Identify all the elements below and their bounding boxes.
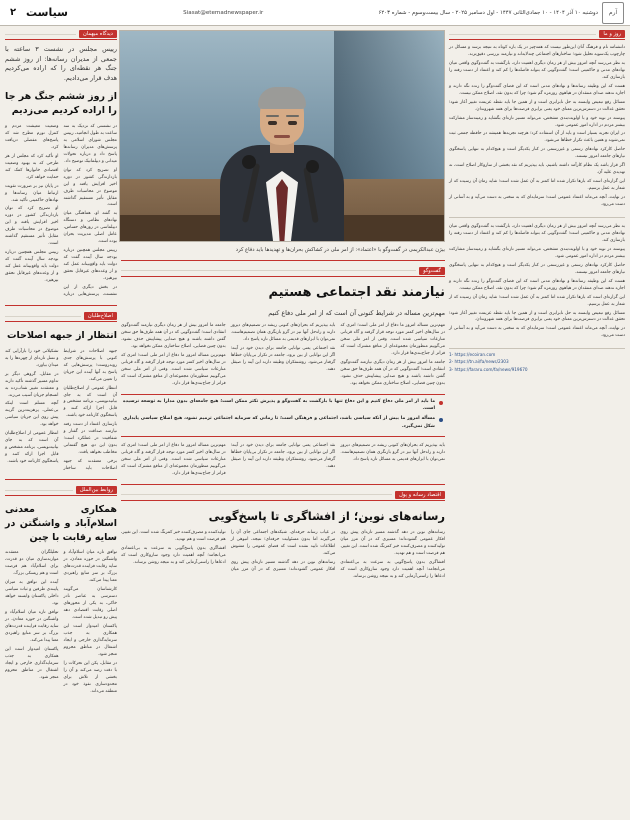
kicker-international <box>5 486 117 496</box>
paragraph: افشاگری بدون پاسخ‌گویی به سرعت به بی‌اعتمادی می‌انجامد؛ آنچه اهمیت دارد وجود سازوکاری است که ادعاها را راستی‌آزمایی کند و به نتیجه روشن برساند. <box>121 546 226 566</box>
news-lead: رییس مجلس در نشست ۳ ساعته با جمعی از مدیران رسانه‌ها: از روز ششم جنگ هر نقطه‌ای را که اراده می‌کردیم هدف قرار می‌دادیم. <box>5 45 118 82</box>
paragraph: اگر قرار باشد یک نظام کارآمد داشته باشیم، باید بپذیریم که نقد بخشی از سازوکار اصلاح است، نه تهدیدی علیه آن. <box>449 163 625 176</box>
paragraph: تحلیلگران معتقدند موازنه‌سازی میان دو قدرت، برای اسلام‌آباد هم فرصت است و هم ریسکی بزرگ. <box>5 550 59 577</box>
section-title: سیاست <box>26 6 68 19</box>
kicker-media <box>121 491 445 501</box>
paragraph: او تصریح کرد که توان بازدارندگی کشور در دوره اخیر افزایش یافته و این موضوع در محاسبات طرف مقابل تأثیر مستقیم گذاشته است. <box>5 206 59 247</box>
photo-subject <box>220 89 344 241</box>
paragraph: رسانه‌های نوین در دهه گذشته مسیر تازه‌ای پیش روی افکار عمومی گشوده‌اند؛ مسیری که در آن مرز میان تولیدکننده و مصرف‌کننده خبر کمرنگ شده است. این تغییر، هم فرصت است و هم تهدید. <box>121 530 336 573</box>
divider-red <box>121 484 445 485</box>
paragraph: پیوسته در نوبه خود و با اولویت‌بندی مشخص، می‌تواند مسیر تازه‌ای بگشاید و زمینه‌ساز مشارکت بیشتر مردم در اداره امور عمومی شود. <box>449 115 625 128</box>
kicker-rule <box>5 490 73 491</box>
paragraph: در نهایت، آنچه می‌ماند اعتماد عمومی است؛ سرمایه‌ای که به سختی به دست می‌آید و به آسانی از دست می‌رود. <box>449 326 625 339</box>
paragraph: حاصل کارکرد نهادهای رسمی و غیررسمی در کنار یکدیگر است و هیچ‌کدام به تنهایی پاسخگوی نیازهای جامعه امروز نیستند. <box>449 147 625 160</box>
kicker-rule <box>5 34 76 35</box>
section-email: Siasat@etemadnewspaper.ir <box>183 9 264 16</box>
kicker-rule <box>121 270 416 271</box>
paragraph: پاکستان امیدوار است این همکاری به جذب سرمایه‌گذاری خارجی و ایجاد اشتغال در مناطق محروم منجر شود. <box>63 624 117 657</box>
paragraph: بازسازی اعتماد از دست رفته نیازمند صداقت در گفتار و شفافیت در عملکرد است؛ بدون این دو، هیچ گفتمانی مخاطب نخواهد یافت. <box>63 422 117 456</box>
page-number: ۲ <box>9 7 17 18</box>
rule-red <box>121 260 445 261</box>
microphone-head-left <box>242 155 256 169</box>
main-feature-column <box>121 30 445 815</box>
footnote-item[interactable]: 3- https://fararu.com/fa/news/919670 <box>449 366 528 372</box>
paragraph: افشاگری بدون پاسخ‌گویی به سرعت به بی‌اعتمادی می‌انجامد؛ آنچه اهمیت دارد وجود سازوکاری است که ادعاها را راستی‌آزمایی کند و به نتیجه روشن برساند. <box>340 560 445 580</box>
paragraph: نقد اجتماعی یعنی توانایی جامعه برای دیدن خود در آینه؛ اگر این توانایی از بین برود، جامعه در تکرار بی‌پایان خطاها گرفتار می‌شود. روشنفکران وظیفه دارند این آینه را صیقل دهند. <box>230 346 336 373</box>
pull-quote: مسأله امروز ما بیش از آنکه سیاسی باشد، اجتماعی و فرهنگی است؛ تا زمانی که سرمایه اجتماعی ترمیم نشود، هیچ اصلاح سیاسی پایداری شکل نمی‌گیرد. <box>123 415 443 429</box>
paragraph: او تأکید کرد که مجلس از هر طرحی که به بهبود وضعیت اقتصادی خانوارها کمک کند حمایت خواهد کرد. <box>5 153 59 180</box>
paragraph: مسائل رفع تبعیض وابسته به حل نابرابری است و از همین جا باید نقطه عزیمت تغییر آغاز شود؛ تحقق عدالت در دسترس‌ترین معنای خود یعنی برابری فرصت‌ها برای همه شهروندان. <box>449 310 625 323</box>
paragraph: جامعه ما امروز بیش از هر زمان دیگری نیازمند گفت‌وگوی انتقادی است؛ گفت‌وگویی که در آن همه طرف‌ها حق سخن گفتن داشته باشند و هیچ صدایی پیشاپیش حذف نشود. بدون چنین فضایی، اصلاح ساختاری ممکن نخواهد بود. <box>121 323 226 350</box>
paragraph: رییس مجلس همچنین درباره بودجه سال آینده گفت که دولت باید واقع‌بینانه عمل کند و از وعده‌های غیرقابل تحقق بپرهیزد. <box>5 250 59 283</box>
kicker-interview <box>121 267 445 277</box>
footnote-item[interactable]: 1- https://ecoiran.com <box>449 352 496 358</box>
subject-eye-right <box>288 121 297 125</box>
feature-body <box>121 323 445 388</box>
kicker-opinion <box>449 30 625 40</box>
feature-subhead: مهم‌ترین مساله در شرایط کنونی آن است که از امر ملی دفاع کنیم <box>268 308 445 317</box>
media-body <box>121 530 445 581</box>
subject-brow-left <box>266 115 279 117</box>
paragraph: مهم‌ترین مساله امروز ما دفاع از امر ملی است؛ امری که در سال‌های اخیر کمتر مورد توجه قرار گرفته و گاه قربانی منازعات سیاسی شده است. وقتی از امر ملی سخن می‌گوییم منظورمان مجموعه‌ای از منافع مشترک است که فراتر از جناح‌بندی‌ها قرار دارد. <box>340 323 445 357</box>
microphone-head-right <box>306 160 319 173</box>
paragraph: حاصل کارکرد نهادهای رسمی و غیررسمی در کنار یکدیگر است و هیچ‌کدام به تنهایی پاسخگوی نیازهای جامعه امروز نیستند. <box>449 262 625 275</box>
kicker-tag: اصلاح‌طلبان <box>84 312 117 320</box>
page-body <box>0 26 630 820</box>
divider-red <box>5 305 117 306</box>
feature-body-continued <box>121 443 445 478</box>
paragraph: به نظر می‌رسد آنچه امروز بیش از هر زمان دیگری اهمیت دارد، بازگشت به گفت‌وگوی واقعی میان نهادهای مدنی و حاکمیتی است؛ گفت‌وگویی که بتواند فاصله‌ها را کم کند و اعتماد از دست رفته را بازسازی کند. <box>449 224 625 243</box>
masthead <box>0 0 630 26</box>
paragraph: انتظار عمومی از اصلاح‌طلبان آن است که به جای بیانیه‌نویسی، برنامه مشخص و قابل اجرا ارائه کنند و پاسخگوی کارنامه خود باشند. <box>63 385 117 419</box>
paragraph: جبهه اصلاحات در شرایط کنونی با پرسش‌های جدی روبه‌روست؛ پرسش‌هایی که پاسخ به آنها آینده این جریان را تعیین می‌کند. <box>63 348 117 382</box>
kicker-rule <box>449 34 596 35</box>
paragraph: در بخش دیگری از این نشست، پرسش‌هایی درباره وضعیت معیشت مردم و کنترل تورم مطرح شد که پاسخ‌های مفصلی دریافت کرد. <box>5 123 117 297</box>
paragraph: مسائل رفع تبعیض وابسته به حل نابرابری است و از همین جا باید نقطه عزیمت تغییر آغاز شود؛ تحقق عدالت در دسترس‌ترین معنای خود یعنی برابری فرصت‌ها برای همه شهروندان. <box>449 99 625 112</box>
news-body-mid <box>5 349 117 473</box>
paragraph: به گفته او، هماهنگی میان نهادهای نظامی و دستگاه دیپلماسی در روزهای حساس، عامل اصلی مدیریت بحران بوده است. <box>63 211 117 245</box>
paragraph: آینده این توافق به میزان پایبندی طرفین و ثبات سیاسی داخلی پاکستان وابسته خواهد بود. <box>5 580 59 607</box>
opinion-column <box>449 30 625 815</box>
paragraph: هست که این وظیفه رسانه‌ها و نهادهای مدنی است که این فضای گفت‌وگو را زنده نگه دارند و اجازه ندهند صدای منتقدان در هیاهوی روزمره گم شود؛ چرا که بدون نقد، اصلاح ممکن نیست. <box>449 83 625 96</box>
paragraph: به نظر می‌رسد آنچه امروز بیش از هر زمان دیگری اهمیت دارد، بازگشت به گفت‌وگوی واقعی میان نهادهای مدنی و حاکمیتی است؛ گفت‌وگویی که بتواند فاصله‌ها را کم کند و اعتماد از دست رفته را بازسازی کند. <box>449 60 625 80</box>
paragraph: در ایران تجربه بسیار است و باید از آن استفاده کرد؛ هرچند تجربه‌ها همیشه در حافظه جمعی ثبت نمی‌شوند و همین باعث تکرار خطاها می‌شود. <box>449 131 625 144</box>
paragraph: در مقابل، پکن این تحرکات را با دقت رصد می‌کند و آن را بخشی از تلاش برای محدودسازی نفوذ خود در منطقه می‌داند. <box>63 660 117 694</box>
kicker-tag: دیدگاه میهمان <box>79 30 117 38</box>
paragraph: نقد اجتماعی یعنی توانایی جامعه برای دیدن خود در آینه؛ اگر این توانایی از بین برود، جامعه در تکرار بی‌پایان خطاها گرفتار می‌شود. روشنفکران وظیفه دارند این آینه را صیقل دهند. <box>230 442 336 469</box>
paragraph: توافق تازه میان اسلام‌آباد و واشنگتن در حوزه معادن، در سایه رقابت فزاینده قدرت‌های بزرگ بر سر منابع راهبردی معنا پیدا می‌کند. <box>5 610 59 643</box>
pull-quote: ما باید از امر ملی دفاع کنیم و این دفاع تنها با بازگشت به گفت‌وگو و پذیرش تکثر ممکن است؛ هیچ جامعه‌ای بدون مدارا به توسعه نرسیده است. <box>123 398 443 412</box>
kicker-tag: گفت‌وگو <box>419 267 445 275</box>
paragraph: رییس مجلس همچنین درباره بودجه سال آینده گفت که دولت باید واقع‌بینانه عمل کند و از وعده‌های غیرقابل تحقق بپرهیزد. <box>63 248 117 281</box>
paragraph: باید بپذیریم که بحران‌های کنونی ریشه در تصمیم‌های دیروز دارند و راه‌حل آنها نیز در گرو بازنگری همان تصمیم‌هاست. نمی‌توان با ابزارهای قدیمی به مسائل تازه پاسخ داد. <box>340 442 445 462</box>
paragraph: در نشستی که نزدیک به سه ساعت به طول انجامید، رییس مجلس شورای اسلامی به پرسش‌های مدیران رسانه‌ها پاسخ داد و درباره تحولات میدانی و دیپلماتیک توضیح داد. <box>63 123 117 164</box>
logo-label: آرم <box>608 9 618 16</box>
paragraph: انتظار عمومی از اصلاح‌طلبان آن است که به جای بیانیه‌نویسی، برنامه مشخص و قابل اجرا ارائه کنند و پاسخگوی کارنامه خود باشند. <box>5 431 59 465</box>
opinion-text <box>449 45 625 211</box>
paragraph: این گزاره‌ای است که بارها تکرار شده اما کمتر به آن عمل شده است؛ شاید زمان آن رسیده که از شعار به عمل برسیم. <box>449 294 625 307</box>
news-headline-bottom: همکاری معدنی اسلام‌آباد و واشنگتن در سایه رقابت با چین <box>5 504 117 543</box>
news-headline-top: از روز ششم جنگ هر جا را اراده کردیم می‌زدیم <box>5 91 117 117</box>
paragraph: هست که این وظیفه رسانه‌ها و نهادهای مدنی است که این فضای گفت‌وگو را زنده نگه دارند و اجازه ندهند صدای منتقدان در هیاهوی روزمره گم شود؛ چرا که بدون نقد، اصلاح ممکن نیست. <box>449 278 625 291</box>
paragraph: مهم‌ترین مساله امروز ما دفاع از امر ملی است؛ امری که در سال‌های اخیر کمتر مورد توجه قرار گرفته و گاه قربانی منازعات سیاسی شده است. وقتی از امر ملی سخن می‌گوییم منظورمان مجموعه‌ای از منافع مشترک است که فراتر از جناح‌بندی‌ها قرار دارد. <box>121 353 226 387</box>
paragraph: برخی معتقدند که جبهه اصلاحات باید ساختار تشکیلاتی خود را بازآرایی کند و نسل تازه‌ای از چهره‌ها را به میدان بیاورد. <box>5 348 117 472</box>
issue-date-line: دوشنبه ۱۰ آذر ۱۴۰۴ - ۱۰ جمادی‌الثانی ۱۴۴۷ - اول دسامبر ۲۰۲۵ - سال بیست‌وسوم - شماره ۶۲۰۳ <box>378 9 598 16</box>
opinion-text-continued <box>449 224 625 342</box>
divider-red <box>5 479 117 480</box>
paragraph: توافق تازه میان اسلام‌آباد و واشنگتن در حوزه معادن، در سایه رقابت فزاینده قدرت‌های بزرگ بر سر منابع راهبردی معنا پیدا می‌کند. <box>63 550 117 584</box>
paragraph: جامعه ما امروز بیش از هر زمان دیگری نیازمند گفت‌وگوی انتقادی است؛ گفت‌وگویی که در آن همه طرف‌ها حق سخن گفتن داشته باشند و هیچ صدایی پیشاپیش حذف نشود. بدون چنین فضایی، اصلاح ساختاری ممکن نخواهد بود. <box>340 360 445 387</box>
divider <box>449 217 625 218</box>
subject-brow-right <box>286 115 299 117</box>
paragraph: پیوسته در نوبه خود و با اولویت‌بندی مشخص، می‌تواند مسیر تازه‌ای بگشاید و زمینه‌ساز مشارکت بیشتر مردم در اداره امور عمومی شود. <box>449 246 625 259</box>
pull-quote-box <box>121 394 445 437</box>
paragraph: مهم‌ترین مساله امروز ما دفاع از امر ملی است؛ امری که در سال‌های اخیر کمتر مورد توجه قرار گرفته و گاه قربانی منازعات سیاسی شده است. وقتی از امر ملی سخن می‌گوییم منظورمان مجموعه‌ای از منافع مشترک است که فراتر از جناح‌بندی‌ها قرار دارد. <box>121 442 226 476</box>
paragraph: باید بپذیریم که بحران‌های کنونی ریشه در تصمیم‌های دیروز دارند و راه‌حل آنها نیز در گرو بازنگری همان تصمیم‌هاست. نمی‌توان با ابزارهای قدیمی به مسائل تازه پاسخ داد. <box>230 323 336 343</box>
paragraph: پاکستان امیدوار است این همکاری به جذب سرمایه‌گذاری خارجی و ایجاد اشتغال در مناطق محروم منجر شود. <box>5 646 59 680</box>
news-body-top <box>5 124 117 299</box>
news-headline-mid: انتظار از جبهه اصلاحات <box>6 330 117 342</box>
footnote-item[interactable]: 2- https://tn.ai/fa/news/2303 <box>449 359 509 365</box>
paragraph: این گزاره‌ای است که بارها تکرار شده اما کمتر به آن عمل شده است؛ شاید زمان آن رسیده که از شعار به عمل برسیم. <box>449 179 625 192</box>
paragraph: او تصریح کرد که توان بازدارندگی کشور در دوره اخیر افزایش یافته و این موضوع در محاسبات طرف مقابل تأثیر مستقیم گذاشته است. <box>63 167 117 208</box>
newspaper-logo-icon <box>602 2 624 24</box>
kicker-tag: روابط بین‌الملل <box>76 486 117 494</box>
footnote-list <box>449 348 625 372</box>
photo-caption: بیژن عبدالکریمی در گفت‌وگو با «اعتماد»: از امر ملی در کشاکش بحران‌ها و تهدیدها باید دفاع کرد <box>235 247 445 253</box>
kicker-guest-view <box>5 30 117 40</box>
subject-hair <box>258 87 306 109</box>
paragraph: در پایان نیز بر ضرورت تقویت ارتباط میان رسانه‌ها و نهادهای حاکمیتی تأکید شد. <box>5 183 59 203</box>
paragraph: آنچه مسلم است اینکه بی‌عملی، پرهزینه‌ترین گزینه پیش روی این جریان سیاسی خواهد بود. <box>5 401 59 428</box>
feature-headline: نیازمند نقد اجتماعی هستیم <box>268 284 445 300</box>
subject-eye-left <box>268 121 277 125</box>
paragraph: رسانه‌های نوین در دهه گذشته مسیر تازه‌ای پیش روی افکار عمومی گشوده‌اند؛ مسیری که در آن مرز میان تولیدکننده و مصرف‌کننده خبر کمرنگ شده است. این تغییر، هم فرصت است و هم تهدید. <box>340 530 445 557</box>
kicker-rule <box>121 494 392 495</box>
subject-mouth <box>274 135 290 138</box>
news-column <box>5 30 117 815</box>
paragraph: کارشناسان می‌گویند دسترسی به عناصر نادر خاکی، به یکی از محورهای اصلی رقابت اقتصادی دهه پیش رو تبدیل شده است. <box>63 587 117 621</box>
media-headline: رسانه‌های نوین؛ از افشاگری تا پاسخ‌گویی <box>208 508 445 523</box>
paragraph: در نهایت، آنچه می‌ماند اعتماد عمومی است؛ سرمایه‌ای که به سختی به دست می‌آید و به آسانی از دست می‌رود. <box>449 195 625 208</box>
kicker-tag: روز و ما <box>599 30 625 38</box>
paragraph: در غیاب رسانه حرفه‌ای، شبکه‌های اجتماعی جای آن را می‌گیرند اما بدون مسئولیت حرفه‌ای؛ نتیجه، انبوهی از اطلاعات تایید نشده است که فضای عمومی را مشوش می‌کند. <box>230 530 336 557</box>
paragraph: دانشنامه نام و فرهنگ آنان این‌طور نیست که همه‌چیز در یک بازه کوتاه به نتیجه برسد و مسائل در چارچوب یک‌سویه تحلیل شود؛ ساختارهای اجتماعی چندلایه‌اند و نیازمند بررسی دقیق‌ترند. <box>449 45 625 57</box>
news-body-bottom <box>5 550 117 695</box>
paragraph: در مقابل، گروهی دیگر بر تداوم مسیر گذشته تأکید دارند و معتقدند تغییر شتاب‌زده به انسجام جریان آسیب می‌زند. <box>5 371 59 398</box>
kicker-rule <box>5 316 81 317</box>
kicker-reform <box>5 312 117 322</box>
kicker-tag: اقتصاد رسانه و پول <box>395 491 445 499</box>
lead-photo <box>119 30 445 242</box>
